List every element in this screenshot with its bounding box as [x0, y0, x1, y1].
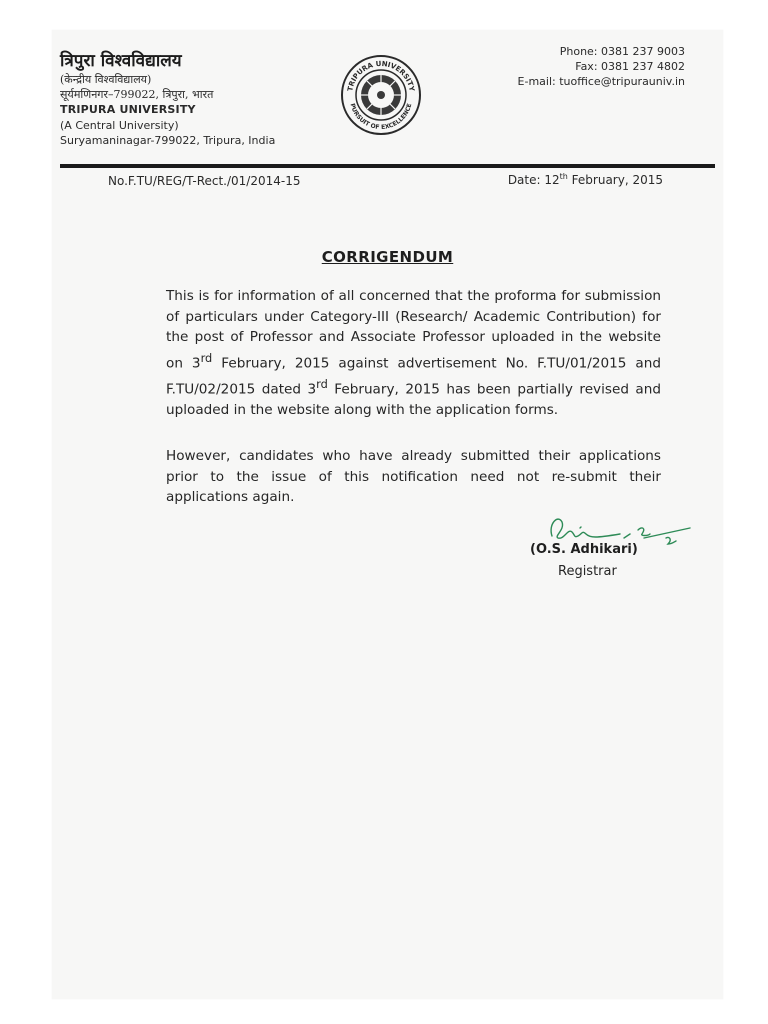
- para1-part-c: February, 2015 has been partially revised and uploaded in the website along with the application forms.: [166, 381, 661, 418]
- email-address: E-mail: tuoffice@tripurauniv.in: [517, 75, 685, 88]
- para1-sup-1: rd: [200, 350, 213, 365]
- date-superscript: th: [559, 172, 568, 181]
- letterhead-left: [60, 50, 330, 148]
- para1-part-a: This is for information of all concerned that the proforma for submission of particulars under Category-III (Research/ Academic Contribution) for the post of Professor and Associate Professor uploaded in the website on 3: [166, 288, 661, 372]
- english-university-type: (A Central University): [60, 119, 179, 132]
- date-suffix: February, 2015: [567, 173, 663, 187]
- reference-number: No.F.TU/REG/T-Rect./01/2014-15: [108, 174, 301, 188]
- notice-paragraph-1: [166, 286, 661, 420]
- letter-page: [52, 30, 723, 999]
- date-prefix: Date: 12: [507, 173, 560, 187]
- notice-heading: CORRIGENDUM: [321, 248, 454, 266]
- para1-part-b: February, 2015 against advertisement No. F.TU/01/2015 and F.TU/02/2015 dated 3: [166, 355, 661, 398]
- para1-sup-2: rd: [316, 376, 328, 391]
- letterhead-contact: [518, 44, 685, 89]
- hindi-university-name: त्रिपुरा विश्वविद्यालय: [60, 51, 182, 71]
- seal-top-text: TRIPURA UNIVERSITY: [346, 59, 416, 92]
- fax-number: Fax: 0381 237 4802: [575, 60, 685, 73]
- signatory-name: (O.S. Adhikari): [530, 542, 638, 557]
- phone-number: Phone: 0381 237 9003: [559, 45, 685, 58]
- english-university-name: TRIPURA UNIVERSITY: [60, 103, 196, 116]
- seal-bottom-text: PURSUIT OF EXCELLENCE: [348, 102, 414, 132]
- signatory-designation: Registrar: [558, 564, 617, 579]
- university-seal-icon: [340, 54, 422, 136]
- hindi-university-type: (केन्द्रीय विश्वविद्यालय): [60, 73, 152, 86]
- hindi-address: सूर्यमणिनगर–799022, त्रिपुरा, भारत: [60, 88, 214, 101]
- english-address: Suryamaninagar-799022, Tripura, India: [60, 134, 276, 147]
- letterhead-divider: [60, 164, 715, 168]
- letter-date: [508, 172, 663, 187]
- notice-paragraph-2: However, candidates who have already submitted their applications prior to the issue of this notification need not re-submit their applications again.: [166, 448, 661, 505]
